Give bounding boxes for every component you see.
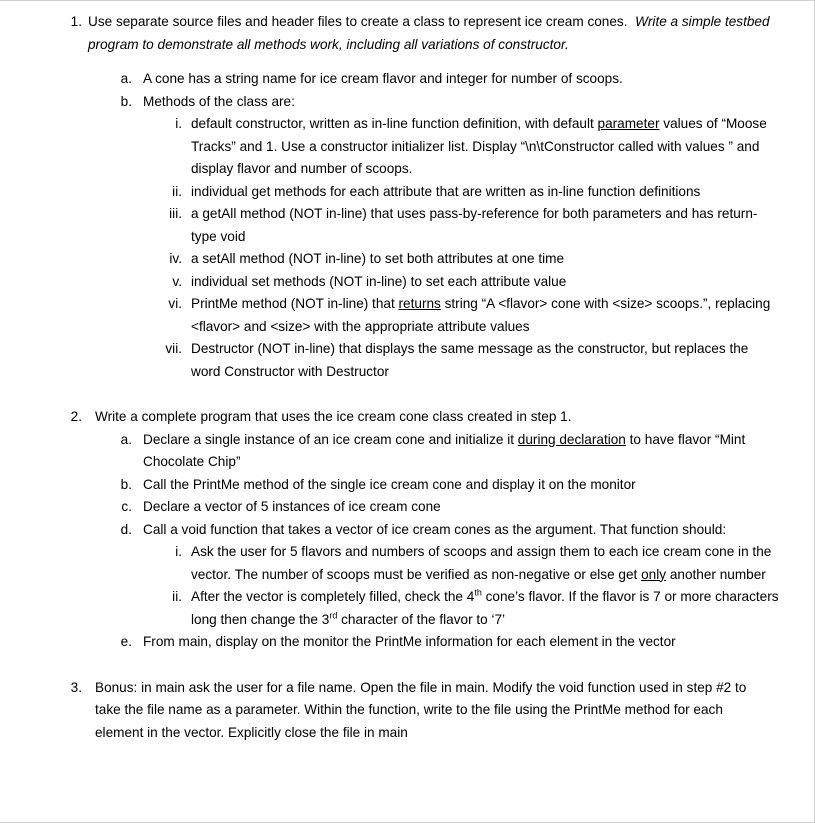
question-2-c-number: c. (121, 499, 132, 514)
method-item-number: ii. (172, 183, 182, 199)
method-item (0, 113, 800, 181)
method-item (0, 203, 800, 248)
question-1-a-number: a. (120, 71, 132, 86)
question-2-d-number: d. (120, 521, 132, 537)
method-item (0, 293, 800, 338)
method-item-text (191, 113, 781, 181)
question-2-a (0, 429, 800, 474)
question-2-e (0, 631, 800, 654)
question-2-a-text-pre: Declare a single instance of an ice cream cone and initialize it (143, 431, 518, 447)
question-2-a-number: a. (120, 431, 132, 447)
method-item-text-post: values of “Moose Tracks” and 1. Use a constructor initializer list. Display “\n\tConstructor called with values ” and display flavor and number of scoops. (191, 116, 767, 176)
method-item-number: iv. (169, 251, 182, 266)
method-item (0, 181, 800, 204)
question-2 (0, 406, 800, 429)
method-item-number: v. (172, 273, 182, 289)
method-item (0, 271, 800, 294)
question-2-number: 2. (70, 409, 82, 424)
question-2-a-text-post: to have flavor “Mint Chocolate Chip” (143, 431, 746, 469)
ordinal-superscript: rd (329, 609, 338, 620)
question-2-d-ii-text-part3: character of the flavor to ‘7’ (337, 611, 506, 627)
method-item-text: a setAll method (NOT in-line) to set both attributes at one time (191, 251, 564, 266)
method-item-number: iii. (169, 206, 182, 221)
question-1-text-main: Use separate source files and header files to create a class to represent ice cream cones. (88, 14, 628, 29)
method-item-text-post: string “A <flavor> cone with <size> scoops.”, replacing <flavor> and <size> with the appropriate attribute values (191, 296, 771, 334)
question-2-c-text: Declare a vector of 5 instances of ice cream cone (143, 499, 441, 514)
question-1-text (88, 11, 778, 56)
question-2-c (0, 496, 800, 519)
question-2-d-ii-text (191, 586, 781, 631)
method-item-text-pre: PrintMe method (NOT in-line) that (191, 296, 399, 311)
question-2-a-text-underlined: during declaration (517, 431, 626, 447)
question-2-d-i-text-pre: Ask the user for 5 flavors and numbers of scoops and assign them to each ice cream cone in the vector. The number of scoops must be verified as non-negative or else get (191, 544, 772, 582)
method-item (0, 248, 800, 271)
ordinal-superscript: th (474, 587, 482, 598)
question-2-d-i-number: i. (175, 544, 182, 559)
question-1-number: 1. (70, 14, 82, 29)
question-2-d-text: Call a void function that takes a vector of ice cream cones as the argument. That function should: (143, 521, 727, 537)
question-2-d-i-text-post: another number (666, 566, 766, 582)
page-border-top (0, 0, 815, 1)
question-2-b-number: b. (120, 476, 132, 492)
question-2-text: Write a complete program that uses the ice cream cone class created in step 1. (95, 409, 572, 424)
method-item-number: vii. (165, 341, 182, 356)
question-1-a-text: A cone has a string name for ice cream flavor and integer for number of scoops. (143, 71, 623, 86)
question-2-a-text (143, 429, 783, 474)
method-item-text (191, 293, 781, 338)
question-1-b-text: Methods of the class are: (143, 93, 295, 109)
question-2-d-i-text-underlined: only (641, 566, 667, 582)
question-3 (0, 677, 800, 745)
method-item-text: a getAll method (NOT in-line) that uses pass-by-reference for both parameters and has return-type void (191, 206, 758, 244)
question-2-b-text: Call the PrintMe method of the single ice cream cone and display it on the monitor (143, 476, 636, 492)
question-3-text: Bonus: in main ask the user for a file name. Open the file in main. Modify the void function used in step #2 to take the file name as a parameter. Within the function, write to the file using the PrintMe method for each element in the vector. Explicitly close the file in main (95, 679, 747, 740)
question-2-e-text: From main, display on the monitor the PrintMe information for each element in the vector (143, 634, 676, 649)
question-2-d-i-text (191, 541, 781, 586)
question-1-b (0, 91, 800, 114)
method-item-text: individual set methods (NOT in-line) to set each attribute value (191, 273, 567, 289)
question-2-b (0, 474, 800, 497)
question-2-d-i (0, 541, 800, 586)
method-item (0, 338, 800, 383)
question-1-a (0, 68, 800, 91)
question-2-d-ii (0, 586, 800, 631)
question-3-number: 3. (70, 679, 82, 695)
question-1-b-number: b. (120, 93, 132, 109)
method-item-text: Destructor (NOT in-line) that displays the same message as the constructor, but replaces the word Constructor with Destructor (191, 341, 749, 379)
method-item-text: individual get methods for each attribute that are written as in-line function definitions (191, 183, 701, 199)
method-item-number: vi. (168, 296, 182, 311)
question-2-e-number: e. (120, 634, 132, 649)
document-content (0, 11, 800, 744)
method-item-number: i. (175, 116, 182, 131)
question-2-d-ii-text-part2: cone’s flavor. If the flavor is 7 or more characters long then change the 3 (191, 589, 779, 627)
method-item-text-underlined: parameter (597, 116, 660, 131)
question-2-d (0, 519, 800, 542)
question-2-d-ii-text-part1: After the vector is completely filled, check the 4 (191, 589, 475, 604)
question-1 (0, 11, 800, 56)
question-2-d-ii-number: ii. (172, 589, 182, 604)
question-1-text-italic: Write a simple testbed program to demonstrate all methods work, including all variations of constructor. (88, 14, 770, 52)
method-item-text-underlined: returns (398, 296, 441, 311)
method-item-text-pre: default constructor, written as in-line function definition, with default (191, 116, 598, 131)
